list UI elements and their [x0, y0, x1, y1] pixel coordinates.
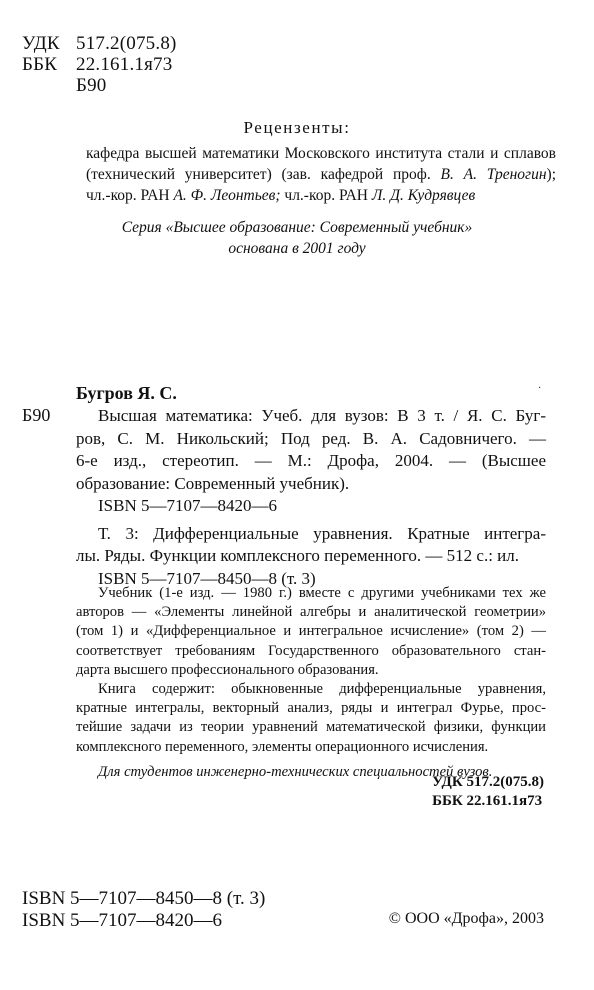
reviewer-name-kudryavtsev: Л. Д. Кудрявцев [371, 187, 476, 204]
udk-value: 517.2(075.8) [76, 33, 177, 54]
catalog-line: 6-е изд., стереотип. — М.: Дрофа, 2004. — (Высшее [76, 451, 546, 470]
bbk-value: 22.161.1я73 [76, 54, 173, 75]
bottom-classification [432, 773, 544, 811]
reviewers-line-3 [86, 185, 556, 206]
annotation-line: (том 1) и «Дифференциальное и интегральное исчисление» (том 2) — [76, 623, 546, 640]
reviewers-title: Рецензенты: [243, 118, 351, 137]
bottom-isbn-set: ISBN 5—7107—8420—6 [22, 910, 223, 931]
catalog-isbn-set: ISBN 5—7107—8420—6 [98, 496, 277, 515]
udk-label: УДК [22, 33, 60, 54]
contents-line: комплексного переменного, элементы операционного исчисления. [76, 738, 489, 755]
catalog-description [76, 405, 546, 590]
bbk-label: ББК [22, 54, 58, 75]
reviewers-line-3-text: чл.-кор. РАН [86, 187, 174, 204]
contents-line: тейшие задачи из теории уравнений математической физики, функции [76, 719, 546, 736]
catalog-author: Бугров Я. С. [76, 383, 177, 403]
reviewer-name-trenogin: В. А. Треногин [440, 166, 547, 183]
author-mark: Б90 [76, 75, 107, 96]
annotation-line: авторов — «Элементы линейной алгебры и аналитической геометрии» [76, 604, 546, 621]
reviewers-body [86, 143, 556, 206]
catalog-code: Б90 [22, 405, 51, 425]
annotation-line: соответствует требованиям Государственного образовательного стан- [76, 642, 546, 659]
series-line-1: Серия «Высшее образование: Современный учебник» [121, 219, 473, 236]
top-classification [22, 33, 177, 96]
annotation [76, 584, 546, 782]
reviewers-line-1: кафедра высшей математики Московского института стали и сплавов [86, 145, 556, 162]
reviewers-line-2-end: ); [546, 166, 556, 183]
contents-line: кратные интегралы, векторный анализ, ряды и интеграл Фурье, прос- [76, 700, 546, 717]
reviewers-line-2-text: (технический университет) (зав. кафедрой проф. [86, 166, 441, 183]
bottom-bbk: ББК 22.161.1я73 [432, 793, 543, 809]
bottom-udk: УДК 517.2(075.8) [432, 774, 544, 790]
contents-line: Книга содержит: обыкновенные дифференциальные уравнения, [98, 681, 546, 698]
bottom-isbn-volume: ISBN 5—7107—8450—8 (т. 3) [22, 888, 266, 909]
annotation-line: Учебник (1-е изд. — 1980 г.) вместе с другими учебниками тех же [98, 585, 546, 601]
stray-dot: · [538, 383, 542, 394]
catalog-line: Высшая математика: Учеб. для вузов: В 3 т. / Я. С. Буг- [98, 406, 546, 425]
catalog-line: ров, С. М. Никольский; Под ред. В. А. Садовничего. — [76, 428, 546, 448]
series-note [0, 217, 594, 259]
catalog-volume-line: лы. Ряды. Функции комплексного переменного. — 512 с.: ил. [76, 546, 520, 565]
catalog-volume-line: Т. 3: Дифференциальные уравнения. Кратные интегра- [98, 523, 546, 543]
annotation-line: дарта высшего профессионального образования. [76, 661, 379, 678]
reviewers-line-2 [86, 164, 556, 185]
bottom-isbn [22, 888, 265, 932]
catalog-isbn-volume: ISBN 5—7107—8450—8 (т. 3) [98, 568, 316, 588]
reviewer-name-leontiev: А. Ф. Леонтьев; [173, 187, 281, 204]
series-line-2: основана в 2001 году [228, 240, 366, 257]
copyright-notice: © ООО «Дрофа», 2003 [388, 910, 544, 927]
catalog-line: образование: Современный учебник). [76, 473, 350, 493]
audience-note: Для студентов инженерно-технических специальностей вузов. [98, 763, 493, 780]
reviewers-line-3-mid: чл.-кор. РАН [280, 187, 372, 204]
